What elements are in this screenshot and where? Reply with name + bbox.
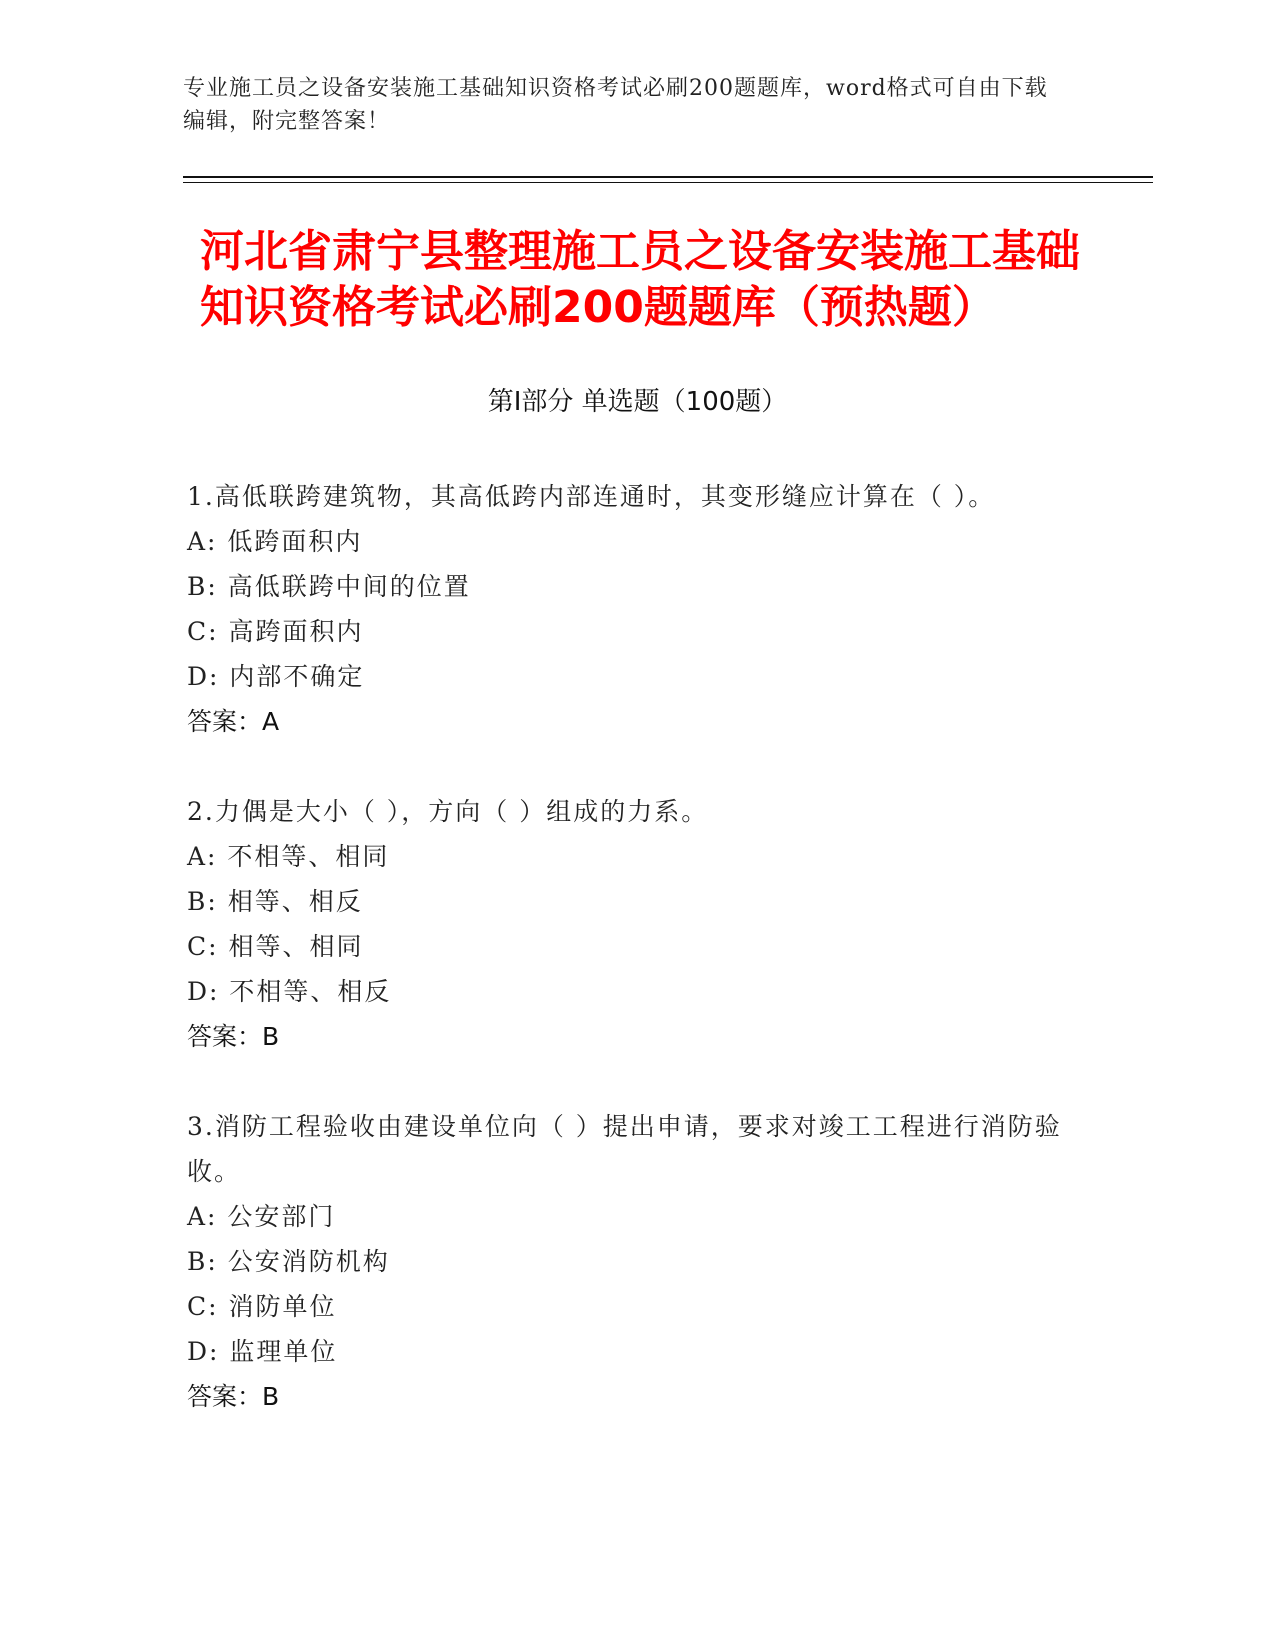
option-a: A: 不相等、相同	[187, 842, 390, 871]
option-c: C: 消防单位	[187, 1292, 337, 1321]
option-c: C: 高跨面积内	[187, 617, 364, 646]
option-c: C: 相等、相同	[187, 932, 364, 961]
question-list	[187, 474, 1067, 1464]
answer: 答案：B	[187, 1382, 280, 1411]
option-b: B: 相等、相反	[187, 887, 363, 916]
option-d: D: 内部不确定	[187, 662, 365, 691]
question-stem: 2.力偶是大小（ ），方向（ ）组成的力系。	[187, 797, 709, 826]
option-b: B: 高低联跨中间的位置	[187, 572, 471, 601]
option-a: A: 低跨面积内	[187, 527, 363, 556]
option-a: A: 公安部门	[187, 1202, 336, 1231]
header-divider-thin	[183, 182, 1153, 183]
answer: 答案：A	[187, 707, 280, 736]
option-d: D: 不相等、相反	[187, 977, 392, 1006]
question-1	[187, 474, 1067, 744]
answer: 答案：B	[187, 1022, 280, 1051]
document-title: 河北省肃宁县整理施工员之设备安装施工基础知识资格考试必刷200题题库（预热题）	[200, 226, 1080, 333]
option-d: D: 监理单位	[187, 1337, 338, 1366]
header-note: 专业施工员之设备安装施工基础知识资格考试必刷200题题库，word格式可自由下载编辑，附完整答案！	[183, 76, 1048, 134]
question-stem: 3.消防工程验收由建设单位向（ ）提出申请，要求对竣工工程进行消防验收。	[187, 1112, 1062, 1186]
option-b: B: 公安消防机构	[187, 1247, 390, 1276]
question-stem: 1.高低联跨建筑物，其高低跨内部连通时，其变形缝应计算在（ ）。	[187, 482, 996, 511]
question-2	[187, 789, 1067, 1059]
question-3	[187, 1104, 1067, 1419]
header-divider-thick	[183, 176, 1153, 178]
section-title: 第Ⅰ部分 单选题（100题）	[487, 387, 788, 417]
